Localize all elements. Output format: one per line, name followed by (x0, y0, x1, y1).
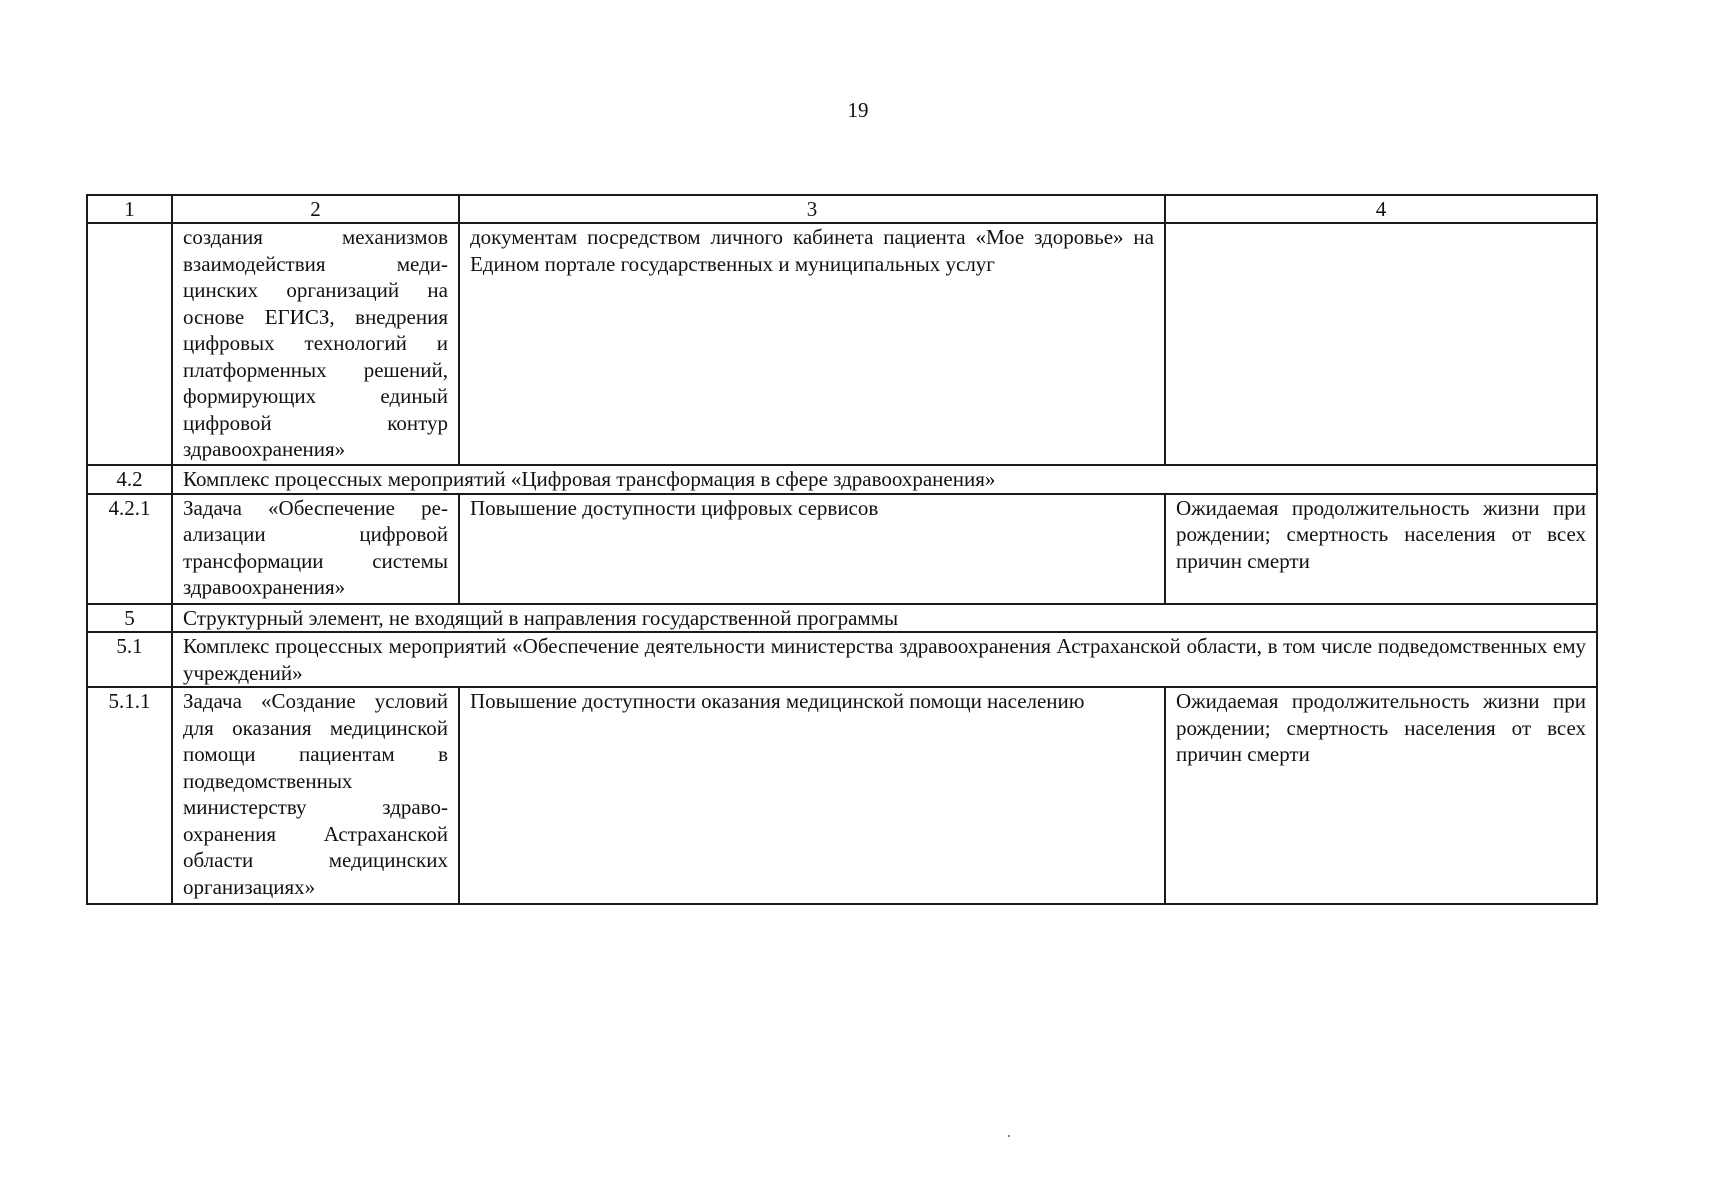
column-header-2: 2 (172, 195, 459, 223)
row-number: 4.2 (87, 465, 172, 494)
scan-artifact (1008, 1135, 1010, 1137)
row-number: 5.1.1 (87, 687, 172, 904)
result-cell: Повышение доступности цифровых сервисов (459, 494, 1165, 604)
section-title-cell: Структурный элемент, не входящий в направления государственной программы (172, 604, 1597, 633)
table-row (87, 604, 1597, 633)
column-header-1: 1 (87, 195, 172, 223)
task-cell: создания механизмов взаимодействия медицинских организаций на основе ЕГИСЗ, внедрения цифровых технологий и платформенных решений, формирующих единый цифровой контур здравоохранения» (172, 223, 459, 465)
program-structure-table (86, 194, 1598, 905)
result-cell: документам посредством личного кабинета пациента «Мое здоровье» на Едином портале государственных и муниципальных услуг (459, 223, 1165, 465)
indicator-cell: Ожидаемая продолжительность жизни при рождении; смертность населения от всех причин смерти (1165, 494, 1597, 604)
row-number: 5.1 (87, 632, 172, 687)
row-number (87, 223, 172, 465)
indicator-cell: Ожидаемая продолжительность жизни при рождении; смертность населения от всех причин смерти (1165, 687, 1597, 904)
table-header-row (87, 195, 1597, 223)
result-cell: Повышение доступности оказания медицинской помощи населению (459, 687, 1165, 904)
table-row (87, 223, 1597, 465)
page-number: 19 (847, 98, 869, 122)
table-row (87, 494, 1597, 604)
table-row (87, 465, 1597, 494)
section-title-cell: Комплекс процессных мероприятий «Цифровая трансформация в сфере здравоохранения» (172, 465, 1597, 494)
indicator-cell (1165, 223, 1597, 465)
table-row (87, 687, 1597, 904)
section-title-cell: Комплекс процессных мероприятий «Обеспечение деятельности министерства здравоохранения Астраханской области, в том числе подведомственных ему учреждений» (172, 632, 1597, 687)
task-cell: Задача «Обеспечение реализации цифровой трансформации системы здравоохранения» (172, 494, 459, 604)
column-header-4: 4 (1165, 195, 1597, 223)
task-cell: Задача «Создание условий для оказания медицинской помощи пациентам в подведомственных министерству здравоохранения Астраханской области медицинских организациях» (172, 687, 459, 904)
table-row (87, 632, 1597, 687)
row-number: 5 (87, 604, 172, 633)
column-header-3: 3 (459, 195, 1165, 223)
row-number: 4.2.1 (87, 494, 172, 604)
